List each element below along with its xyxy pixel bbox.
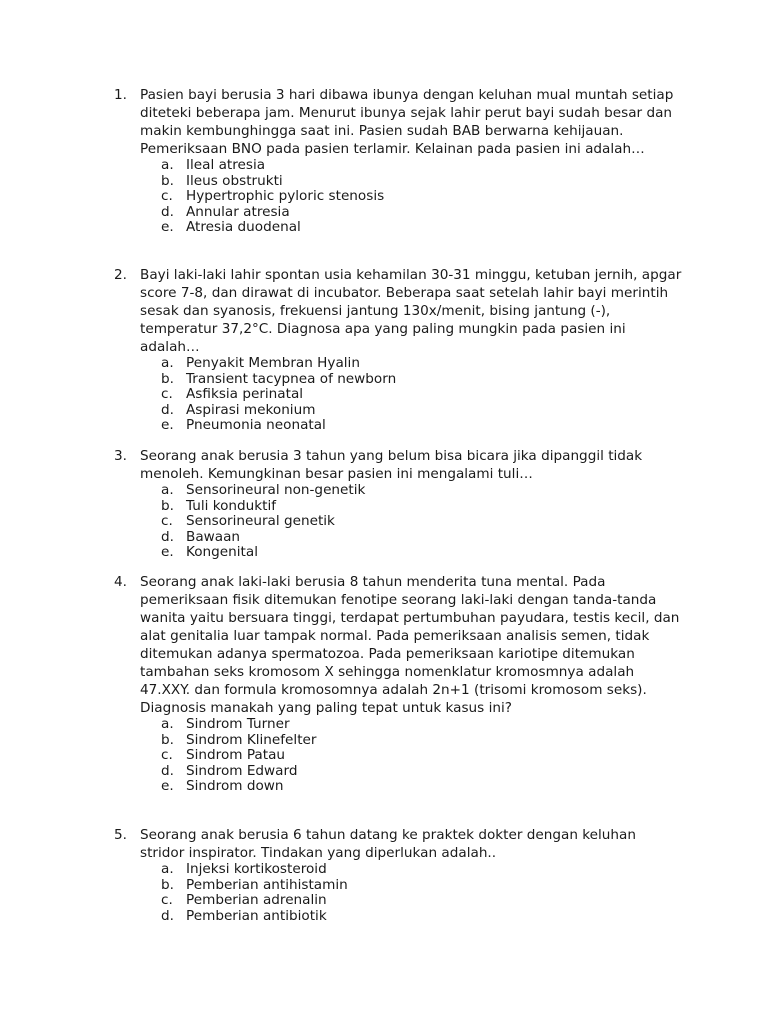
option-item [161, 862, 684, 878]
option-item [161, 748, 684, 764]
option-list [114, 158, 684, 236]
option-text: Pneumonia neonatal [186, 417, 326, 433]
question-number: 4. [114, 574, 127, 590]
option-letter: c. [161, 513, 173, 529]
option-text: Sindrom Klinefelter [186, 731, 317, 748]
option-item [161, 717, 684, 733]
question-text: Bayi laki-laki lahir spontan usia kehamilan 30-31 minggu, ketuban jernih, apgar score 7-8, dan dirawat di incubator. Beberapa saat setelah lahir bayi merintih sesak dan syanosis, frekuensi jantung 130x/menit, bising jantung (-), temperatur 37,2°C. Diagnosa apa yang paling mungkin pada pasien ini adalah… [140, 267, 682, 355]
option-letter: c. [161, 892, 173, 908]
option-text: Annular atresia [186, 203, 290, 220]
question-3 [114, 447, 684, 561]
option-text: Penyakit Membran Hyalin [186, 355, 360, 371]
option-item [161, 483, 684, 499]
option-text: Transient tacypnea of newborn [186, 370, 397, 387]
option-item [161, 387, 684, 403]
option-letter: e. [161, 417, 174, 433]
option-letter: a. [161, 716, 174, 732]
option-letter: d. [161, 203, 174, 220]
option-letter: b. [161, 876, 174, 893]
option-text: Ileus obstrukti [186, 172, 283, 189]
option-letter: c. [161, 747, 173, 763]
option-item [161, 530, 684, 546]
option-text: Asfiksia perinatal [186, 386, 304, 402]
question-4 [114, 573, 684, 795]
option-letter: a. [161, 355, 174, 371]
question-5 [114, 826, 684, 924]
option-letter: e. [161, 544, 174, 560]
option-item [161, 545, 684, 561]
option-list [114, 356, 684, 434]
option-letter: b. [161, 370, 174, 387]
option-text: Pemberian antihistamin [186, 876, 348, 893]
option-item [161, 909, 684, 925]
option-text: Kongenital [186, 544, 258, 560]
option-item [161, 205, 684, 221]
option-text: Sindrom Turner [186, 716, 290, 732]
option-text: Atresia duodenal [186, 219, 301, 235]
option-item [161, 878, 684, 894]
option-item [161, 372, 684, 388]
option-letter: e. [161, 778, 174, 794]
question-text: Pasien bayi berusia 3 hari dibawa ibunya dengan keluhan mual muntah setiap diteteki beberapa jam. Menurut ibunya sejak lahir perut bayi sudah besar dan makin kembunghingga saat ini. Pasien sudah BAB berwarna kehijauan. Pemeriksaan BNO pada pasien terlamir. Kelainan pada pasien ini adalah… [140, 87, 674, 157]
option-list [114, 717, 684, 795]
option-text: Tuli konduktif [186, 497, 277, 514]
option-letter: a. [161, 482, 174, 498]
option-item [161, 418, 684, 434]
question-2 [114, 266, 684, 434]
option-letter: b. [161, 497, 174, 514]
option-text: Pemberian adrenalin [186, 892, 327, 908]
option-text: Sensorineural non-genetik [186, 482, 366, 498]
option-item [161, 733, 684, 749]
option-list [114, 483, 684, 561]
option-text: Aspirasi mekonium [186, 401, 316, 418]
option-item [161, 220, 684, 236]
option-text: Bawaan [186, 528, 241, 545]
option-letter: e. [161, 219, 174, 235]
question-number: 5. [114, 827, 127, 843]
option-text: Injeksi kortikosteroid [186, 861, 327, 877]
option-text: Sensorineural genetik [186, 513, 335, 529]
option-item [161, 893, 684, 909]
option-letter: c. [161, 386, 173, 402]
option-item [161, 174, 684, 190]
option-letter: a. [161, 157, 174, 173]
option-item [161, 158, 684, 174]
option-list [114, 862, 684, 924]
option-text: Sindrom down [186, 778, 284, 794]
option-item [161, 764, 684, 780]
option-text: Ileal atresia [186, 157, 266, 173]
question-number: 3. [114, 448, 127, 464]
option-letter: c. [161, 188, 173, 204]
question-text: Seorang anak berusia 6 tahun datang ke praktek dokter dengan keluhan stridor inspirator. Tindakan yang diperlukan adalah.. [140, 827, 636, 861]
option-letter: d. [161, 528, 174, 545]
option-text: Sindrom Patau [186, 747, 286, 763]
question-text: Seorang anak laki-laki berusia 8 tahun menderita tuna mental. Pada pemeriksaan fisik ditemukan fenotipe seorang laki-laki dengan tanda-tanda wanita yaitu bersuara tinggi, terdapat pertumbuhan payudara, testis kecil, dan alat genitalia luar tampak normal. Pada pemeriksaan analisis semen, tidak ditemukan adanya spermatozoa. Pada pemeriksaan kariotipe ditemukan tambahan seks kromosom X sehingga nomenklatur kromosmnya adalah 47.XXY. dan formula kromosomnya adalah 2n+1 (trisomi kromosom seks). Diagnosis manakah yang paling tepat untuk kasus ini? [140, 574, 680, 716]
option-item [161, 514, 684, 530]
option-letter: d. [161, 401, 174, 418]
question-1 [114, 86, 684, 236]
option-text: Pemberian antibiotik [186, 907, 327, 924]
option-item [161, 356, 684, 372]
option-letter: b. [161, 172, 174, 189]
option-item [161, 779, 684, 795]
option-letter: d. [161, 762, 174, 779]
option-text: Hypertrophic pyloric stenosis [186, 188, 385, 204]
option-letter: a. [161, 861, 174, 877]
question-text: Seorang anak berusia 3 tahun yang belum bisa bicara jika dipanggil tidak menoleh. Kemungkinan besar pasien ini mengalami tuli… [140, 448, 643, 482]
option-letter: d. [161, 907, 174, 924]
option-text: Sindrom Edward [186, 762, 298, 779]
option-letter: b. [161, 731, 174, 748]
question-number: 2. [114, 267, 127, 283]
option-item [161, 499, 684, 515]
question-number: 1. [114, 87, 127, 103]
option-item [161, 189, 684, 205]
option-item [161, 403, 684, 419]
